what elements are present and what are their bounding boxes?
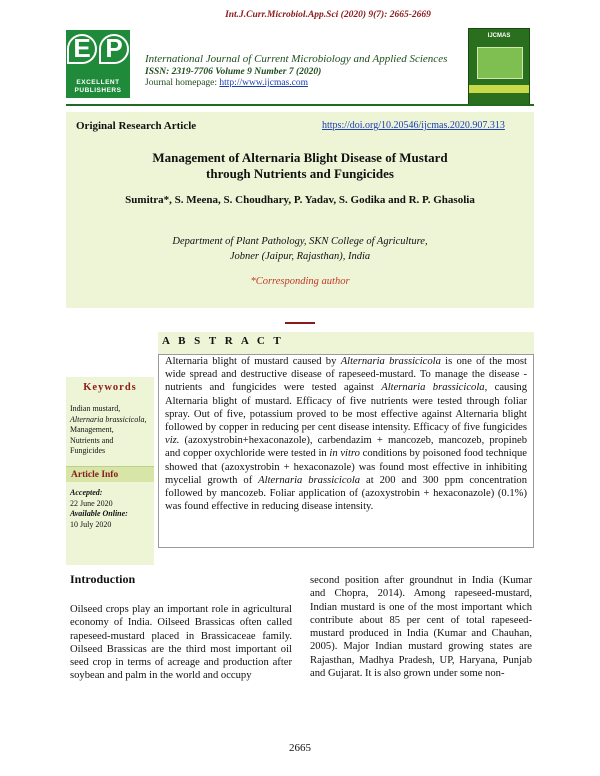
page-number: 2665 (289, 742, 311, 754)
cover-title: IJCMAS (487, 33, 511, 39)
authors: Sumitra*, S. Meena, S. Choudhary, P. Yadav, S. Godika and R. P. Ghasolia (125, 194, 475, 206)
introduction-heading: Introduction (70, 572, 136, 586)
cover-band (469, 85, 529, 93)
article-type: Original Research Article (76, 120, 197, 132)
doi-link[interactable]: https://doi.org/10.20546/ijcmas.2020.907.313 (322, 120, 505, 131)
cover-image (477, 47, 523, 79)
body-left-column: Oilseed crops play an important role in agricultural economy of India. Oilseed Brassicas often called rapeseed-mustard placed in Brassicaceae family. Oilseed Brassicas are the third most important oil seed crop in terms of acreage and production after soybean and palm in the world and occupy (70, 604, 292, 682)
keyword: Management, (70, 425, 114, 434)
running-header: Int.J.Curr.Microbiol.App.Sci (2020) 9(7): 2665-2669 (225, 10, 431, 20)
abstract-box (158, 354, 534, 548)
logo-text: EXCELLENT PUBLISHERS (74, 79, 122, 94)
keywords-heading: Keywords (83, 382, 137, 393)
body-right-column: second position after groundnut in India (Kumar and Chopra, 2014). Among rapeseed-mustard, Indian mustard is one of the most important which contribute about 85 per cent of total rapeseed-mustard produced in India (Kumar and Chauhan, 2005). Major Indian mustard growing states are Rajasthan, Madhya Pradesh, UP, Haryana, Punjab and Gujarat. It is also grown under some non- (310, 575, 532, 680)
keywords-list (70, 404, 154, 457)
logo-ep-mark: E P (66, 34, 130, 64)
article-info-heading: Article Info (66, 466, 154, 482)
journal-homepage: Journal homepage: http://www.ijcmas.com (145, 78, 308, 88)
article-dates: Accepted: 22 June 2020 Available Online: 10 July 2020 (70, 488, 128, 529)
journal-name: International Journal of Current Microbiology and Applied Sciences (145, 53, 448, 65)
journal-info (145, 53, 475, 88)
affiliation: Department of Plant Pathology, SKN College of Agriculture, Jobner (Jaipur, Rajasthan), India (172, 236, 428, 262)
corresponding-author: *Corresponding author (250, 276, 350, 287)
journal-cover (468, 28, 530, 106)
abstract-text: Alternaria blight of mustard caused by Alternaria brassicicola is one of the most wide spread and destructive disease of rapeseed-mustard. To manage the disease - nutrients and fungicides were tested against Alternaria brassicicola, causing Alternaria blight of mustard. Efficacy of five nutrients were tested through foliar spray. Out of five, potassium proved to be most effective against Alternaria blight followed by copper in reducing per cent disease intensity. Efficacy of five fungicides viz. (azoxystrobin+hexaconazole), carbendazim + mancozeb, mancozeb, propineb and copper oxychloride were tested in in vitro conditions by poisoned food technique showed that (azoxystrobin + hexaconazole) was found most effective in inhibiting mycelial growth of Alternaria brassicicola at 200 and 300 ppm concentration followed by mancozeb. Foliar application of (azoxystrobin + hexaconazole) (0.1%) was found effective in reducing disease intensity. (165, 356, 527, 513)
keyword: Nutrients and (70, 435, 114, 445)
keyword: Alternaria brassicicola, (70, 414, 147, 424)
issn-line: ISSN: 2319-7706 Volume 9 Number 7 (2020) (145, 67, 322, 77)
keyword: Fungicides (70, 446, 106, 455)
section-divider (285, 322, 315, 324)
article-title: Management of Alternaria Blight Disease of Mustard through Nutrients and Fungicides (152, 150, 448, 181)
keyword: Indian mustard, (70, 404, 121, 413)
homepage-link[interactable]: http://www.ijcmas.com (219, 78, 308, 88)
publisher-logo (66, 30, 130, 98)
abstract-heading: A B S T R A C T (158, 332, 534, 355)
header-divider (66, 104, 534, 106)
